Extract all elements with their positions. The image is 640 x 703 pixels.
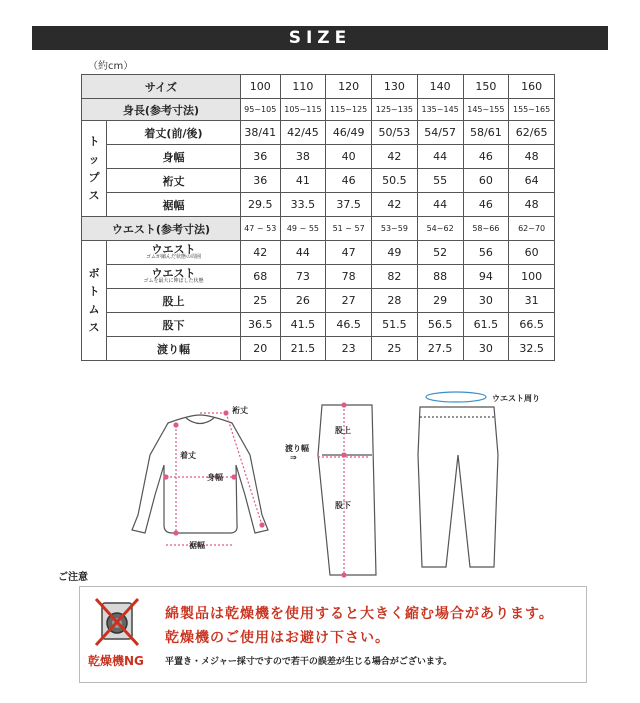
table-row (82, 75, 555, 99)
value-cell: 44 (417, 193, 463, 217)
table-row (82, 121, 555, 145)
value-cell: 46/49 (326, 121, 372, 145)
kitake-label: 着丈 (180, 451, 196, 460)
tops-label: トップス (88, 134, 100, 202)
height-cell: 115~125 (326, 99, 372, 121)
value-cell: 36.5 (240, 313, 280, 337)
row-label: 裄丈 (107, 169, 241, 193)
waist-around-label: ウエスト周り (492, 394, 540, 403)
warning-line-1: 綿製品は乾燥機を使用すると大きく縮む場合があります。 (165, 606, 554, 622)
value-cell: 25 (240, 289, 280, 313)
watari-label: 渡り幅 (285, 444, 309, 453)
unit-note: （約cm） (88, 61, 134, 72)
value-cell: 36 (240, 145, 280, 169)
height-cell: 95~105 (240, 99, 280, 121)
value-cell: 50/53 (372, 121, 418, 145)
row-label (107, 241, 241, 265)
notice-box (79, 586, 587, 683)
value-cell: 28 (372, 289, 418, 313)
size-cell: 100 (240, 75, 280, 99)
value-cell: 46 (326, 169, 372, 193)
row-label: 着丈(前/後) (107, 121, 241, 145)
measurement-info: 平置き・メジャー採寸ですので若干の誤差が生じる場合がございます。 (165, 657, 453, 667)
value-cell: 20 (240, 337, 280, 361)
mihaba-label: 身幅 (207, 473, 223, 482)
value-cell: 44 (417, 145, 463, 169)
value-cell: 56 (463, 241, 509, 265)
value-cell: 38 (280, 145, 326, 169)
table-row (82, 99, 555, 121)
mata-ue-label: 股上 (335, 426, 351, 435)
waist-sub-label: ウエスト (151, 266, 196, 280)
susohaba-label: 裾幅 (189, 541, 205, 550)
value-cell: 37.5 (326, 193, 372, 217)
mata-shita-label: 股下 (335, 501, 351, 510)
value-cell: 68 (240, 265, 280, 289)
size-banner: SIZE (32, 26, 608, 50)
value-cell: 32.5 (509, 337, 555, 361)
bottoms-category (82, 241, 107, 361)
value-cell: 50.5 (372, 169, 418, 193)
row-label: 渡り幅 (107, 337, 241, 361)
waist-sub-label: ウエスト (151, 242, 196, 256)
waist-around-icon (426, 392, 486, 402)
warning-line-2: 乾燥機のご使用はお避け下さい。 (165, 630, 390, 646)
value-cell: 42 (372, 193, 418, 217)
value-cell: 36 (240, 169, 280, 193)
value-cell: 48 (509, 145, 555, 169)
garment-illustration (0, 385, 640, 580)
row-label: 股上 (107, 289, 241, 313)
waist-sub-note: ゴムが縮んだ状態の周囲 (145, 253, 201, 260)
value-cell: 48 (509, 193, 555, 217)
tops-category (82, 121, 107, 217)
value-cell: 27.5 (417, 337, 463, 361)
value-cell: 73 (280, 265, 326, 289)
value-cell: 29 (417, 289, 463, 313)
shirt-outline (132, 415, 268, 533)
height-header: 身長(参考寸法) (82, 99, 241, 121)
dryer-ng-icon (94, 597, 140, 647)
measurement-diagram (0, 385, 640, 580)
waist-cell: 62~70 (509, 217, 555, 241)
table-row (82, 313, 555, 337)
height-cell: 135~145 (417, 99, 463, 121)
value-cell: 29.5 (240, 193, 280, 217)
table-row (82, 217, 555, 241)
value-cell: 60 (509, 241, 555, 265)
value-cell: 40 (326, 145, 372, 169)
dryer-ng-label: 乾燥機NG (88, 654, 144, 668)
size-cell: 130 (372, 75, 418, 99)
height-cell: 155~165 (509, 99, 555, 121)
table-row (82, 289, 555, 313)
value-cell: 33.5 (280, 193, 326, 217)
table-row (82, 337, 555, 361)
value-cell: 52 (417, 241, 463, 265)
pants-outline (418, 407, 498, 567)
waist-header: ウエスト(参考寸法) (82, 217, 241, 241)
table-row (82, 193, 555, 217)
table-row (82, 265, 555, 289)
size-cell: 150 (463, 75, 509, 99)
value-cell: 54/57 (417, 121, 463, 145)
value-cell: 46 (463, 193, 509, 217)
value-cell: 62/65 (509, 121, 555, 145)
waist-cell: 53~59 (372, 217, 418, 241)
value-cell: 55 (417, 169, 463, 193)
watari-arrow: ⇒ (290, 453, 297, 462)
value-cell: 42 (372, 145, 418, 169)
value-cell: 100 (509, 265, 555, 289)
row-label: 身幅 (107, 145, 241, 169)
yuki-label: 裄丈 (232, 406, 248, 415)
value-cell: 41 (280, 169, 326, 193)
value-cell: 88 (417, 265, 463, 289)
value-cell: 49 (372, 241, 418, 265)
value-cell: 60 (463, 169, 509, 193)
value-cell: 64 (509, 169, 555, 193)
value-cell: 94 (463, 265, 509, 289)
table-row (82, 169, 555, 193)
value-cell: 66.5 (509, 313, 555, 337)
value-cell: 82 (372, 265, 418, 289)
value-cell: 46.5 (326, 313, 372, 337)
value-cell: 58/61 (463, 121, 509, 145)
value-cell: 42/45 (280, 121, 326, 145)
value-cell: 21.5 (280, 337, 326, 361)
waist-cell: 51 ~ 57 (326, 217, 372, 241)
waist-cell: 49 ~ 55 (280, 217, 326, 241)
size-cell: 160 (509, 75, 555, 99)
value-cell: 38/41 (240, 121, 280, 145)
row-label (107, 265, 241, 289)
value-cell: 56.5 (417, 313, 463, 337)
value-cell: 30 (463, 289, 509, 313)
bottoms-label: ボトムス (88, 266, 100, 334)
waist-cell: 54~62 (417, 217, 463, 241)
size-cell: 110 (280, 75, 326, 99)
waist-cell: 47 ~ 53 (240, 217, 280, 241)
value-cell: 25 (372, 337, 418, 361)
value-cell: 23 (326, 337, 372, 361)
value-cell: 61.5 (463, 313, 509, 337)
value-cell: 44 (280, 241, 326, 265)
table-row (82, 241, 555, 265)
value-cell: 31 (509, 289, 555, 313)
size-cell: 140 (417, 75, 463, 99)
height-cell: 105~115 (280, 99, 326, 121)
waist-sub-note: ゴムを最大に伸ばした状態 (143, 277, 204, 284)
height-cell: 145~155 (463, 99, 509, 121)
waist-cell: 58~66 (463, 217, 509, 241)
row-label: 裾幅 (107, 193, 241, 217)
size-header: サイズ (82, 75, 241, 99)
value-cell: 27 (326, 289, 372, 313)
value-cell: 41.5 (280, 313, 326, 337)
value-cell: 51.5 (372, 313, 418, 337)
value-cell: 47 (326, 241, 372, 265)
value-cell: 78 (326, 265, 372, 289)
table-row (82, 145, 555, 169)
notice-heading: ご注意 (58, 572, 88, 583)
value-cell: 30 (463, 337, 509, 361)
height-cell: 125~135 (372, 99, 418, 121)
value-cell: 26 (280, 289, 326, 313)
value-cell: 42 (240, 241, 280, 265)
size-table (81, 74, 555, 361)
size-cell: 120 (326, 75, 372, 99)
value-cell: 46 (463, 145, 509, 169)
row-label: 股下 (107, 313, 241, 337)
